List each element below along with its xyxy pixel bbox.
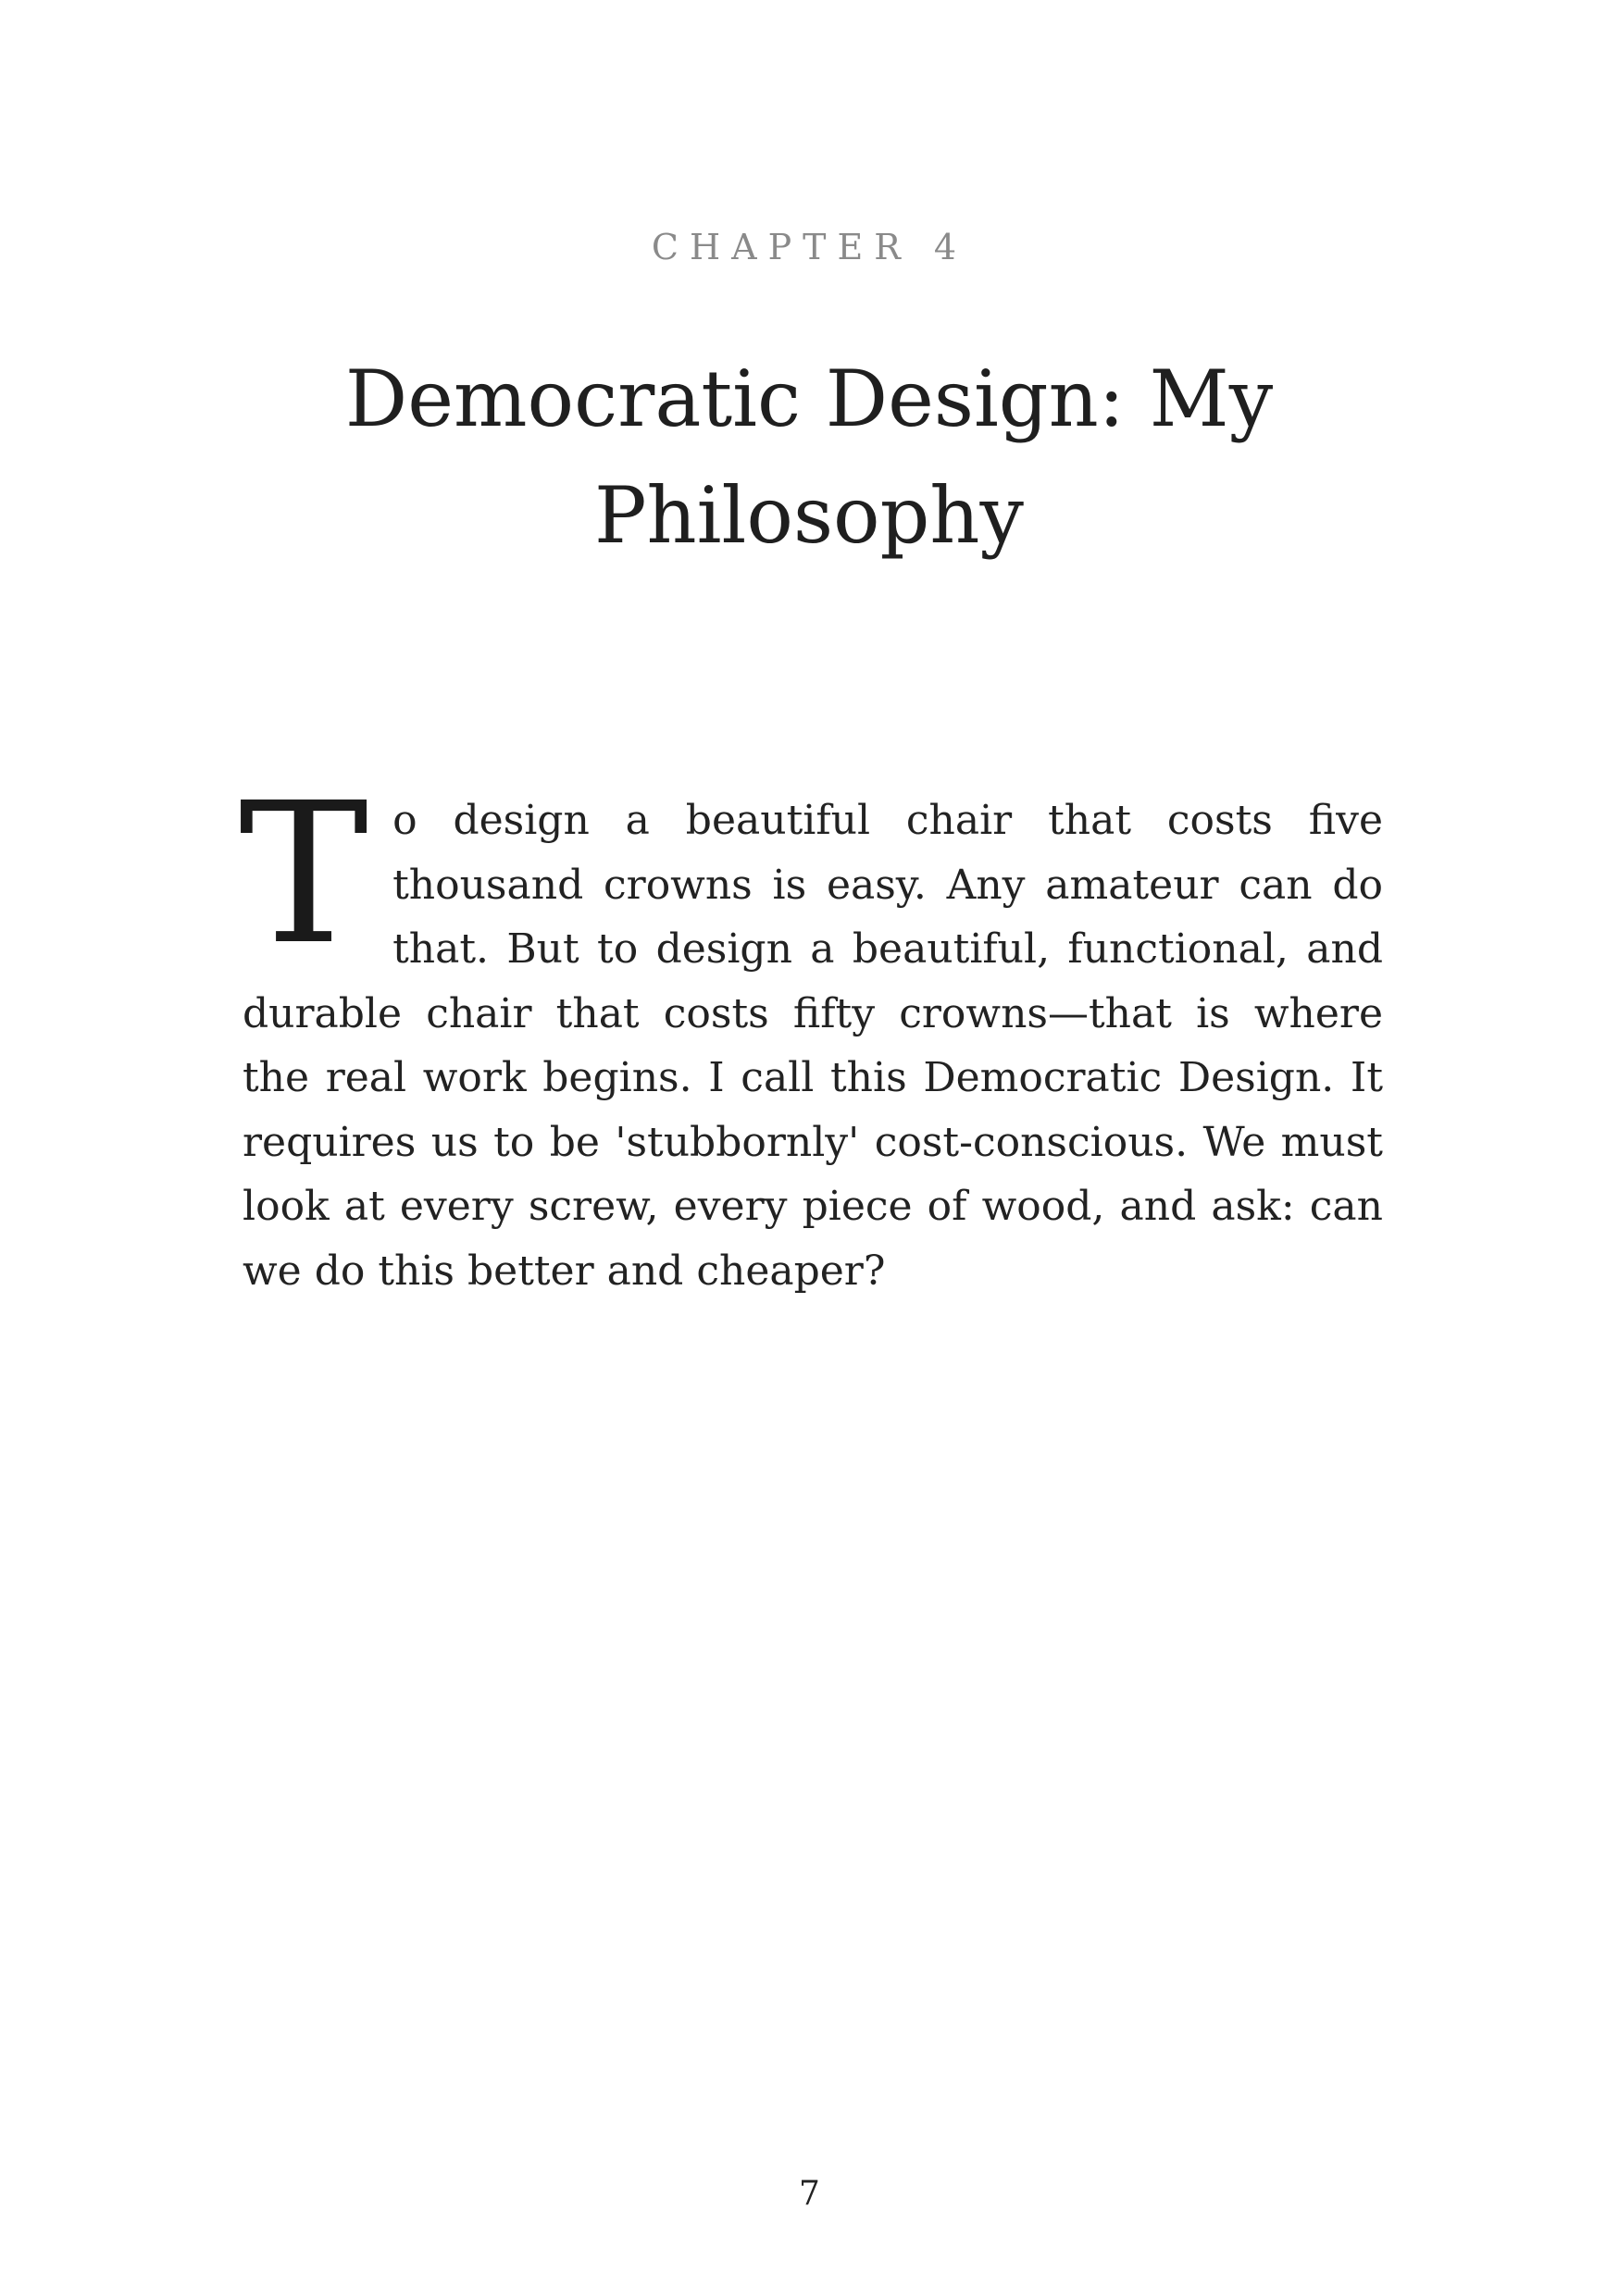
drop-cap: T <box>239 761 369 987</box>
page-number: 7 <box>799 2175 820 2213</box>
chapter-title: Democratic Design: My Philosophy <box>344 354 1274 561</box>
chapter-label: CHAPTER 4 <box>651 227 968 267</box>
paragraph-text: o design a beautiful chair that costs five thousand crowns is easy. Any amateur can do that. But to design a beautiful, functional, and durable chair that costs fifty crowns—that is where the real work begins. I call this Democratic Design. It requires us to be 'stubbornly' cost-conscious. We must look at every screw, every piece of wood, and ask: can we do this better and cheaper? <box>243 797 1383 1295</box>
body-paragraph <box>239 761 1383 1303</box>
